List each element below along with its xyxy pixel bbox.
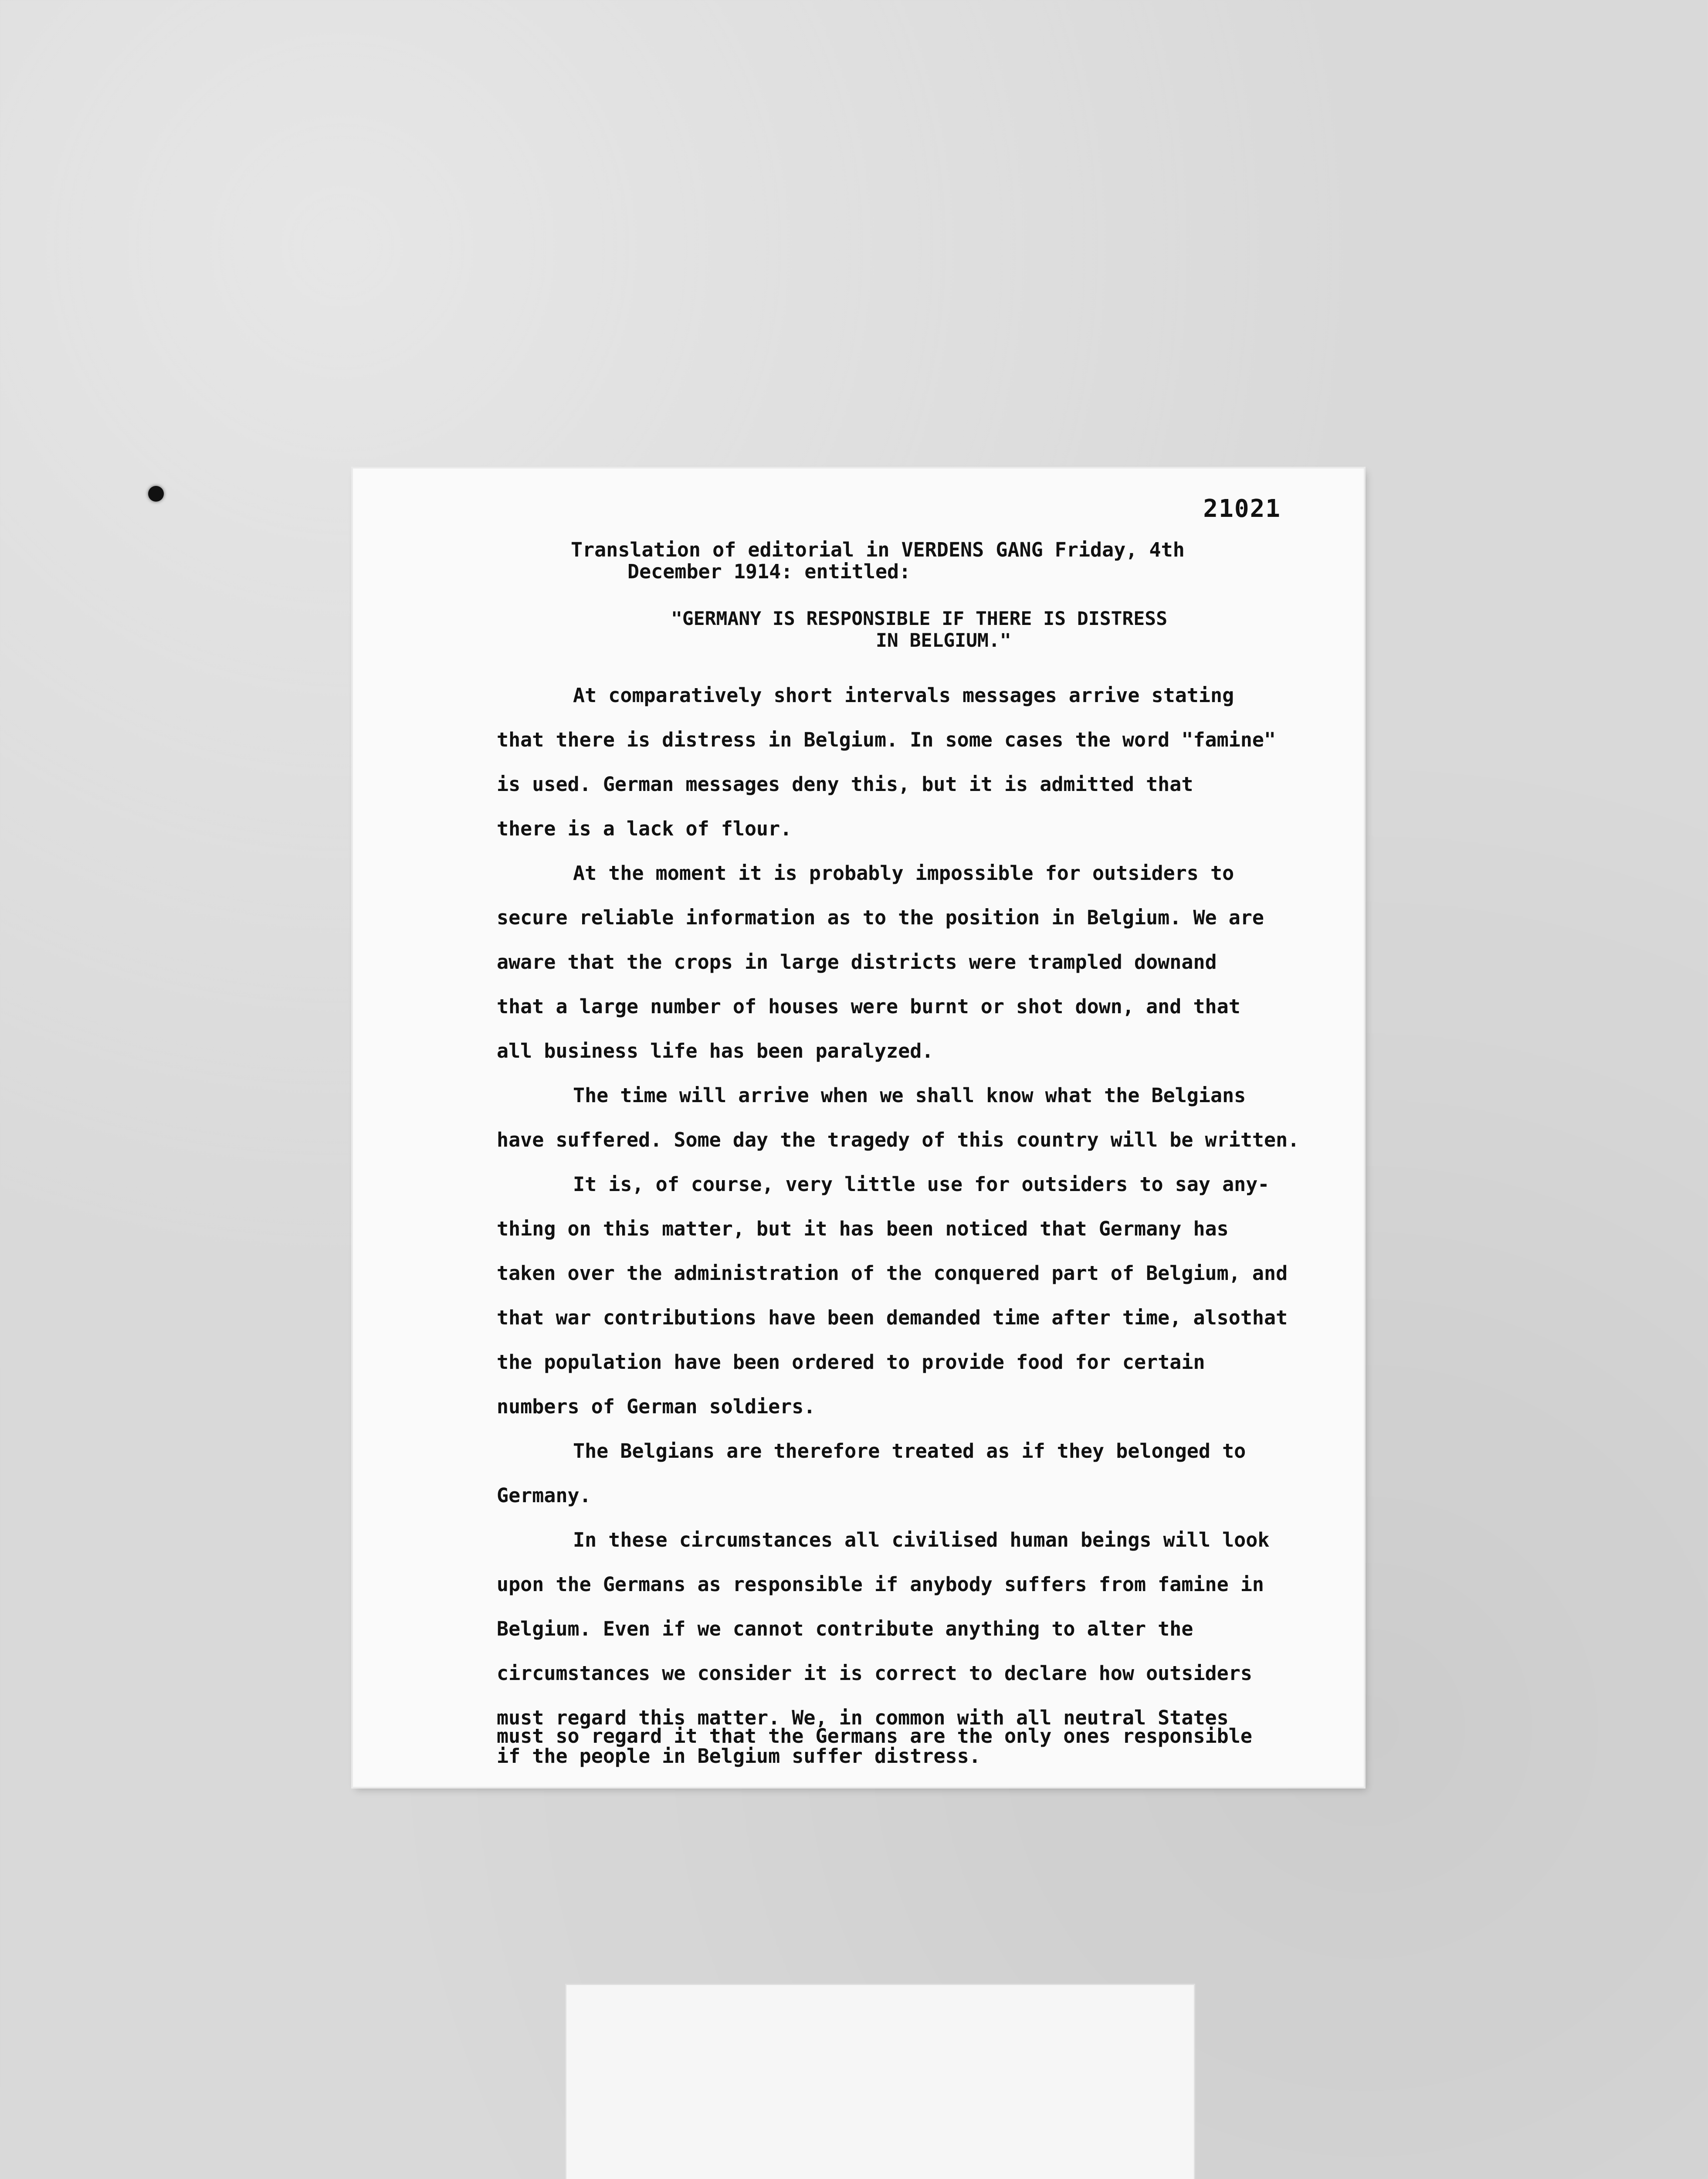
body-line: It is, of course, very little use for outsiders to say any- bbox=[573, 1173, 1270, 1196]
body-line: that there is distress in Belgium. In some cases the word "famine" bbox=[497, 728, 1276, 751]
heading-line-2: December 1914: entitled: bbox=[627, 560, 911, 583]
title-line-1: "GERMANY IS RESPONSIBLE IF THERE IS DISTRESS bbox=[671, 608, 1168, 630]
body-line: The Belgians are therefore treated as if they belonged to bbox=[573, 1439, 1246, 1463]
body-line: In these circumstances all civilised human beings will look bbox=[573, 1528, 1270, 1551]
body-line: the population have been ordered to provide food for certain bbox=[497, 1351, 1205, 1374]
body-line: must so regard it that the Germans are the only ones responsible bbox=[497, 1724, 1252, 1748]
body-line: that a large number of houses were burnt or shot down, and that bbox=[497, 995, 1240, 1018]
body-line: thing on this matter, but it has been noticed that Germany has bbox=[497, 1217, 1229, 1240]
typed-document-page bbox=[353, 468, 1364, 1787]
body-line: must regard this matter. We, in common with all neutral States bbox=[497, 1706, 1229, 1729]
body-line: circumstances we consider it is correct to declare how outsiders bbox=[497, 1662, 1252, 1685]
title-line-2: IN BELGIUM." bbox=[876, 630, 1011, 652]
body-line: there is a lack of flour. bbox=[497, 817, 792, 840]
body-line: if the people in Belgium suffer distress. bbox=[497, 1745, 981, 1768]
body-line: secure reliable information as to the position in Belgium. We are bbox=[497, 906, 1264, 929]
body-line: that war contributions have been demanded time after time, alsothat bbox=[497, 1306, 1288, 1329]
heading-line-1: Translation of editorial in VERDENS GANG Friday, 4th bbox=[571, 538, 1185, 561]
page-number: 21021 bbox=[1203, 495, 1281, 523]
body-line: is used. German messages deny this, but it is admitted that bbox=[497, 773, 1193, 796]
body-line: taken over the administration of the conquered part of Belgium, and bbox=[497, 1262, 1288, 1285]
body-line: all business life has been paralyzed. bbox=[497, 1039, 934, 1062]
body-line: Belgium. Even if we cannot contribute anything to alter the bbox=[497, 1617, 1193, 1640]
body-line: aware that the crops in large districts were trampled downand bbox=[497, 950, 1217, 974]
body-line: numbers of German soldiers. bbox=[497, 1395, 816, 1418]
binder-hole-mark bbox=[148, 486, 164, 502]
body-text bbox=[497, 673, 1346, 1766]
body-line: At the moment it is probably impossible for outsiders to bbox=[573, 862, 1234, 885]
body-line: Germany. bbox=[497, 1484, 591, 1507]
body-line: The time will arrive when we shall know what the Belgians bbox=[573, 1084, 1246, 1107]
archive-reference-slip bbox=[566, 1985, 1194, 2179]
body-line: At comparatively short intervals messages arrive stating bbox=[573, 684, 1234, 707]
body-line: have suffered. Some day the tragedy of this country will be written. bbox=[497, 1128, 1300, 1151]
body-line: upon the Germans as responsible if anybody suffers from famine in bbox=[497, 1573, 1264, 1596]
